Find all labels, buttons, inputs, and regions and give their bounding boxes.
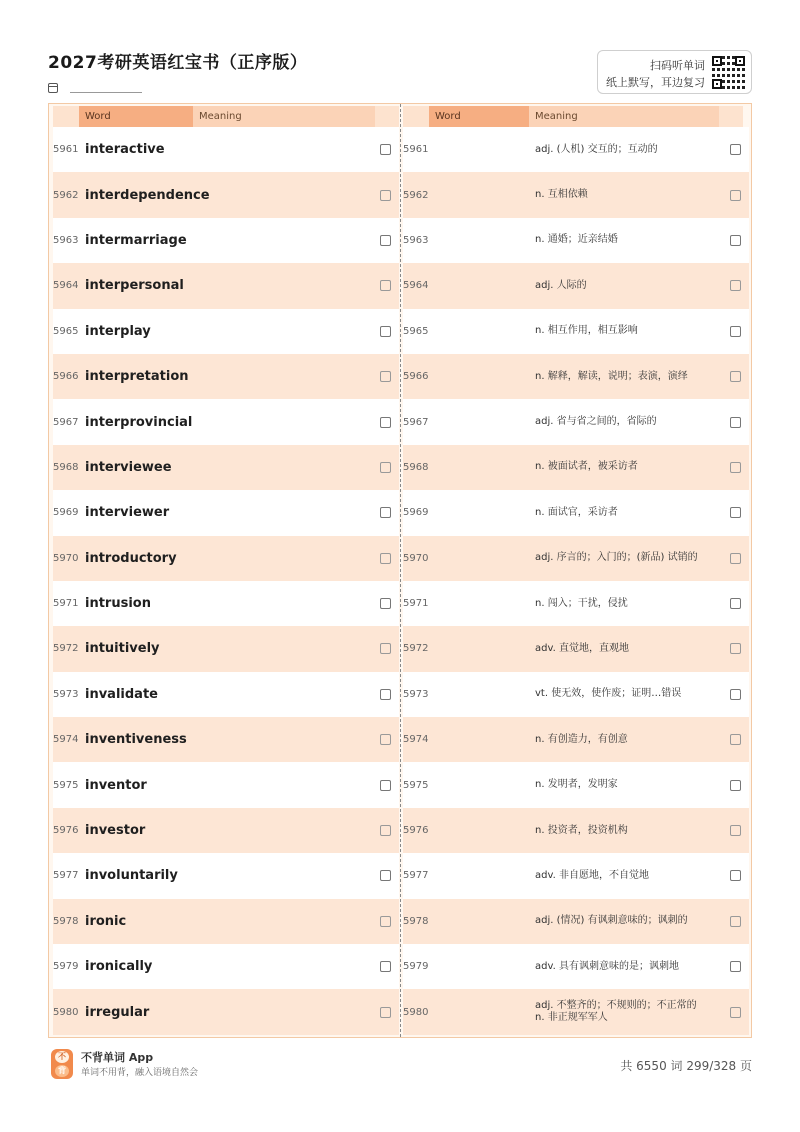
word-number: 5964 <box>53 280 79 292</box>
word-number: 5974 <box>53 734 79 746</box>
word-number: 5967 <box>53 416 79 428</box>
table-row <box>403 944 749 989</box>
checkbox[interactable] <box>730 1007 741 1018</box>
word-number: 5969 <box>403 507 429 519</box>
table-row <box>53 399 399 444</box>
date-field <box>48 82 142 93</box>
checkbox[interactable] <box>730 326 741 337</box>
word-number: 5979 <box>403 961 429 973</box>
table-row <box>403 717 749 762</box>
word-number: 5962 <box>53 189 79 201</box>
date-blank-line <box>70 92 142 93</box>
checkbox[interactable] <box>380 961 391 972</box>
word-number: 5975 <box>403 779 429 791</box>
qr-code-icon[interactable] <box>712 56 745 89</box>
table-row <box>53 490 399 535</box>
checkbox[interactable] <box>380 598 391 609</box>
meaning-text: n. 互相依赖 <box>535 189 588 201</box>
word-number: 5961 <box>403 144 429 156</box>
table-row <box>403 354 749 399</box>
word-text: interviewee <box>85 459 172 475</box>
meaning-text: adj. 序言的；入门的；(新品) 试销的 <box>535 552 698 564</box>
word-text: interpersonal <box>85 278 184 294</box>
meaning-header: Meaning <box>193 106 375 127</box>
table-row <box>403 808 749 853</box>
checkbox[interactable] <box>730 235 741 246</box>
meaning-text: adj. (人机) 交互的；互动的 <box>535 143 658 155</box>
meaning-text: n. 相互作用，相互影响 <box>535 325 638 337</box>
meaning-text: adv. 直觉地，直观地 <box>535 642 629 654</box>
checkbox[interactable] <box>730 870 741 881</box>
word-number: 5973 <box>53 688 79 700</box>
checkbox[interactable] <box>380 417 391 428</box>
checkbox[interactable] <box>730 462 741 473</box>
meaning-text: n. 有创造力，有创意 <box>535 733 628 745</box>
logo-char-top: 不 <box>55 1051 69 1063</box>
meaning-text: n. 闯入；干扰，侵扰 <box>535 597 628 609</box>
checkbox[interactable] <box>730 961 741 972</box>
table-row <box>403 581 749 626</box>
checkbox[interactable] <box>730 825 741 836</box>
word-text: involuntarily <box>85 868 178 884</box>
meaning-text: n. 解释，解读，说明；表演，演绎 <box>535 370 688 382</box>
vocab-sheet <box>48 103 752 1038</box>
word-number: 5971 <box>53 598 79 610</box>
checkbox[interactable] <box>380 734 391 745</box>
word-number: 5978 <box>53 915 79 927</box>
table-header <box>403 106 749 127</box>
table-row <box>403 309 749 354</box>
app-name: 不背单词 App <box>81 1051 154 1064</box>
table-row <box>53 536 399 581</box>
page-info: 共 6550 词 299/328 页 <box>620 1059 752 1073</box>
word-number: 5966 <box>53 371 79 383</box>
word-text: intrusion <box>85 596 151 612</box>
table-row <box>53 263 399 308</box>
table-row <box>53 899 399 944</box>
word-number: 5965 <box>403 325 429 337</box>
checkbox[interactable] <box>380 326 391 337</box>
meaning-text: adj. 不整齐的；不规则的；不正常的 n. 非正规军军人 <box>535 1000 697 1024</box>
table-row <box>403 762 749 807</box>
word-number: 5976 <box>403 825 429 837</box>
table-row <box>53 808 399 853</box>
table-row <box>403 490 749 535</box>
word-header: Word <box>429 106 529 127</box>
checkbox[interactable] <box>380 144 391 155</box>
checkbox[interactable] <box>730 553 741 564</box>
word-number: 5971 <box>403 598 429 610</box>
word-number: 5968 <box>403 461 429 473</box>
qr-panel <box>597 50 752 94</box>
page-footer <box>48 1048 752 1080</box>
checkbox[interactable] <box>730 280 741 291</box>
word-text: interactive <box>85 142 165 158</box>
fold-divider <box>400 104 401 1037</box>
meaning-text: adv. 非自愿地，不自觉地 <box>535 869 649 881</box>
table-row <box>53 944 399 989</box>
word-number: 5980 <box>53 1006 79 1018</box>
word-text: interprovincial <box>85 414 193 430</box>
word-text: invalidate <box>85 686 158 702</box>
meaning-header: Meaning <box>529 106 719 127</box>
word-number: 5980 <box>403 1006 429 1018</box>
checkbox[interactable] <box>380 462 391 473</box>
table-row <box>53 309 399 354</box>
meaning-text: n. 面试官，采访者 <box>535 506 618 518</box>
word-number: 5963 <box>53 234 79 246</box>
checkbox[interactable] <box>380 780 391 791</box>
qr-caption <box>606 57 705 91</box>
table-row <box>403 263 749 308</box>
word-number: 5970 <box>53 552 79 564</box>
word-number: 5968 <box>53 461 79 473</box>
word-number: 5973 <box>403 688 429 700</box>
table-row <box>53 445 399 490</box>
table-header <box>53 106 399 127</box>
word-number: 5963 <box>403 234 429 246</box>
table-row <box>403 172 749 217</box>
checkbox[interactable] <box>380 280 391 291</box>
qr-caption-line1: 扫码听单词 <box>650 59 705 72</box>
word-number: 5965 <box>53 325 79 337</box>
table-row <box>53 172 399 217</box>
word-text: interdependence <box>85 187 210 203</box>
checkbox[interactable] <box>380 235 391 246</box>
checkbox[interactable] <box>380 190 391 201</box>
checkbox[interactable] <box>730 689 741 700</box>
checkbox[interactable] <box>380 916 391 927</box>
page-header <box>48 48 752 98</box>
word-number: 5972 <box>53 643 79 655</box>
word-text: intuitively <box>85 641 160 657</box>
checkbox[interactable] <box>730 598 741 609</box>
word-number: 5961 <box>53 144 79 156</box>
table-row <box>403 445 749 490</box>
checkbox[interactable] <box>380 870 391 881</box>
word-number: 5976 <box>53 825 79 837</box>
table-row <box>403 536 749 581</box>
word-number: 5970 <box>403 552 429 564</box>
table-row <box>53 853 399 898</box>
word-number: 5977 <box>403 870 429 882</box>
word-number: 5964 <box>403 280 429 292</box>
checkbox[interactable] <box>380 371 391 382</box>
table-row <box>53 354 399 399</box>
word-number: 5969 <box>53 507 79 519</box>
word-number: 5977 <box>53 870 79 882</box>
checkbox[interactable] <box>730 507 741 518</box>
table-row <box>403 127 749 172</box>
qr-caption-line2: 纸上默写，耳边复习 <box>606 76 705 89</box>
meaning-list <box>403 127 749 1035</box>
table-row <box>53 989 399 1034</box>
word-text: inventor <box>85 777 147 793</box>
word-number: 5967 <box>403 416 429 428</box>
table-row <box>53 581 399 626</box>
checkbox[interactable] <box>380 643 391 654</box>
meaning-text: adv. 具有讽刺意味的是；讽刺地 <box>535 960 679 972</box>
word-list <box>53 127 399 1035</box>
word-number: 5978 <box>403 915 429 927</box>
table-row <box>53 626 399 671</box>
table-row <box>53 672 399 717</box>
word-number: 5979 <box>53 961 79 973</box>
page-title: 2027考研英语红宝书（正序版） <box>48 53 308 73</box>
checkbox[interactable] <box>380 553 391 564</box>
checkbox[interactable] <box>380 1007 391 1018</box>
word-text: ironic <box>85 913 127 929</box>
table-row <box>403 626 749 671</box>
checkbox[interactable] <box>730 371 741 382</box>
checkbox[interactable] <box>730 780 741 791</box>
meaning-text: adj. 省与省之间的，省际的 <box>535 416 657 428</box>
word-text: investor <box>85 823 146 839</box>
table-row <box>403 899 749 944</box>
calendar-icon <box>48 83 58 93</box>
word-number: 5974 <box>403 734 429 746</box>
checkbox[interactable] <box>380 689 391 700</box>
table-row <box>53 127 399 172</box>
meaning-text: n. 被面试者，被采访者 <box>535 461 638 473</box>
table-row <box>403 672 749 717</box>
word-text: interviewer <box>85 505 170 521</box>
word-number: 5975 <box>53 779 79 791</box>
table-row <box>53 218 399 263</box>
checkbox[interactable] <box>730 144 741 155</box>
table-row <box>53 762 399 807</box>
meaning-text: adj. (情况) 有讽刺意味的；讽刺的 <box>535 915 688 927</box>
checkbox[interactable] <box>730 734 741 745</box>
table-row <box>403 853 749 898</box>
meaning-text: vt. 使无效，使作废；证明…错误 <box>535 688 682 700</box>
word-text: irregular <box>85 1004 150 1020</box>
word-header: Word <box>79 106 193 127</box>
table-row <box>53 717 399 762</box>
meaning-text: n. 投资者，投资机构 <box>535 824 628 836</box>
word-number: 5962 <box>403 189 429 201</box>
checkbox[interactable] <box>380 507 391 518</box>
word-number: 5972 <box>403 643 429 655</box>
checkbox[interactable] <box>730 190 741 201</box>
app-slogan: 单词不用背，融入语境自然会 <box>81 1068 199 1078</box>
word-text: ironically <box>85 959 153 975</box>
checkbox[interactable] <box>730 916 741 927</box>
word-text: interpretation <box>85 369 189 385</box>
logo-char-bottom: 背 <box>55 1065 69 1077</box>
table-row <box>403 989 749 1034</box>
word-column-table <box>53 106 399 1035</box>
word-text: inventiveness <box>85 732 187 748</box>
word-text: intermarriage <box>85 232 187 248</box>
meaning-text: adj. 人际的 <box>535 279 587 291</box>
word-number: 5966 <box>403 371 429 383</box>
meaning-column-table <box>403 106 749 1035</box>
checkbox[interactable] <box>730 643 741 654</box>
word-text: introductory <box>85 550 177 566</box>
table-row <box>403 399 749 444</box>
meaning-text: n. 通婚；近亲结婚 <box>535 234 618 246</box>
checkbox[interactable] <box>380 825 391 836</box>
checkbox[interactable] <box>730 417 741 428</box>
meaning-text: n. 发明者，发明家 <box>535 779 618 791</box>
table-row <box>403 218 749 263</box>
app-logo <box>51 1049 73 1079</box>
word-text: interplay <box>85 323 151 339</box>
